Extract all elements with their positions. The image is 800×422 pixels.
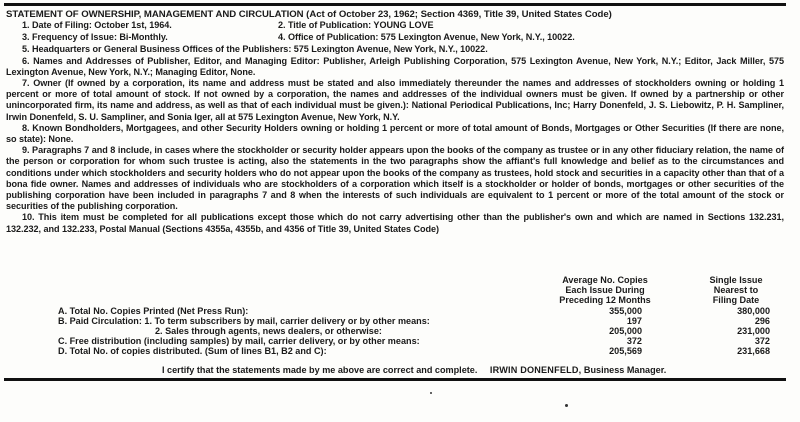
item-10-paragraph: 10. This item must be completed for all publications except those which do not carry advertising other than the publisher's own and which are named in Sections 132.231, 132.232, and 132.233, Postal Manual (Sections 4355a, 4355b, and 4356 of Title 39, United States Code): [6, 212, 784, 234]
row-average: 372: [626, 336, 642, 346]
row-label: B. Paid Circulation: 1. To term subscribers by mail, carrier delivery or by other means:: [58, 316, 430, 326]
title-of-publication: 2. Title of Publication: YOUNG LOVE: [278, 20, 434, 31]
date-of-filing: 1. Date of Filing: October 1st, 1964.: [22, 20, 172, 31]
certify-statement: I certify that the statements made by me above are correct and complete.: [162, 365, 478, 375]
row-single: 296: [754, 316, 770, 326]
row-average: 205,000: [609, 326, 642, 336]
fiduciary-paragraph: 9. Paragraphs 7 and 8 include, in cases where the stockholder or security holder appears upon the books of the company as trustee or in any other fiduciary relation, the name of the person or corporation for whom such trustee is acting, also the statements in the two paragraphs show the affiant's full knowledge and belief as to the circumstances and conditions under which stockholders and security holders who do not appear upon the books of the company as trustees, hold stock and securities in a capacity other than that of a bona fide owner. Names and addresses of individuals who are stockholders of a corporation which itself is a stockholder or holder of bonds, mortgages or other securities of the publishing corporation have been included in paragraphs 7 and 8 when the interests of such individuals are equivalent to 1 percent or more of the total amount of the stock or securities of the publishing corporation.: [6, 145, 784, 212]
office-of-publication: 4. Office of Publication: 575 Lexington Avenue, New York, N.Y., 10022.: [278, 32, 575, 42]
certification-line: [162, 366, 666, 376]
headquarters: 5. Headquarters or General Business Offices of the Publishers: 575 Lexington Avenue, New York, N.Y., 10022.: [22, 43, 488, 54]
row-label: A. Total No. Copies Printed (Net Press Run):: [58, 306, 249, 316]
row-label: 2. Sales through agents, news dealers, or otherwise:: [155, 326, 382, 336]
row-average: 355,000: [609, 306, 642, 316]
frequency-of-issue: 3. Frequency of Issue: Bi-Monthly.: [22, 32, 168, 42]
bottom-rule: [4, 378, 786, 381]
scan-speck: [430, 392, 432, 394]
row-single: 231,000: [737, 326, 770, 336]
row-2: [6, 32, 784, 44]
signature-name: IRWIN DONENFELD,: [489, 365, 582, 375]
statement-body: [6, 9, 784, 235]
row-1: [6, 20, 784, 32]
owner-paragraph: 7. Owner (If owned by a corporation, its name and address must be stated and also immediately thereunder the names and addresses of stockholders owning or holding 1 percent or more of total amount of stock. If not owned by a corporation, the names and addresses of the individual owners must be given. If owned by a partnership or other unincorporated firm, its name and address, as well as that of each individual must be given.): National Periodical Publications, Inc; Harry Donenfeld, J. S. Liebowitz, P. H. Sampliner, Irwin Donenfeld, S. U. Sampliner, and Sonia Iger, all at 575 Lexington Avenue, New York, N.Y.: [6, 78, 784, 122]
row-label: D. Total No. of copies distributed. (Sum of lines B1, B2 and C):: [58, 346, 327, 356]
table-row: [6, 347, 784, 357]
row-single: 372: [754, 336, 770, 346]
table-row: [6, 317, 784, 327]
top-rule: [4, 3, 786, 6]
names-and-addresses: 6. Names and Addresses of Publisher, Editor, and Managing Editor: Publisher, Arleigh Publishing Corporation, 575 Lexington Avenue, New York, N.Y.; Editor, Jack Miller, 575 Lexington Avenue, New York, N.Y.; Managing Editor, None.: [6, 55, 784, 77]
row-single: 231,668: [737, 346, 770, 356]
bondholders-paragraph: 8. Known Bondholders, Mortgagees, and other Security Holders owning or holding 1 percent or more of total amount of Bonds, Mortgages or Other Securities (If there are none, so state): None.: [6, 122, 784, 145]
row-average: 205,569: [609, 346, 642, 356]
row-average: 197: [626, 316, 642, 326]
signer-title: Business Manager.: [583, 365, 667, 375]
average-copies-header: Average No. Copies Each Issue During Preceding 12 Months: [559, 275, 651, 305]
row-single: 380,000: [737, 306, 770, 316]
statement-title: STATEMENT OF OWNERSHIP, MANAGEMENT AND CIRCULATION (Act of October 23, 1962; Section 4369, Title 39, United States Code): [6, 9, 612, 20]
single-issue-header: Single Issue Nearest to Filing Date: [709, 275, 763, 305]
row-label: C. Free distribution (including samples) by mail, carrier delivery, or by other means:: [58, 336, 420, 346]
scan-speck: [565, 404, 568, 407]
